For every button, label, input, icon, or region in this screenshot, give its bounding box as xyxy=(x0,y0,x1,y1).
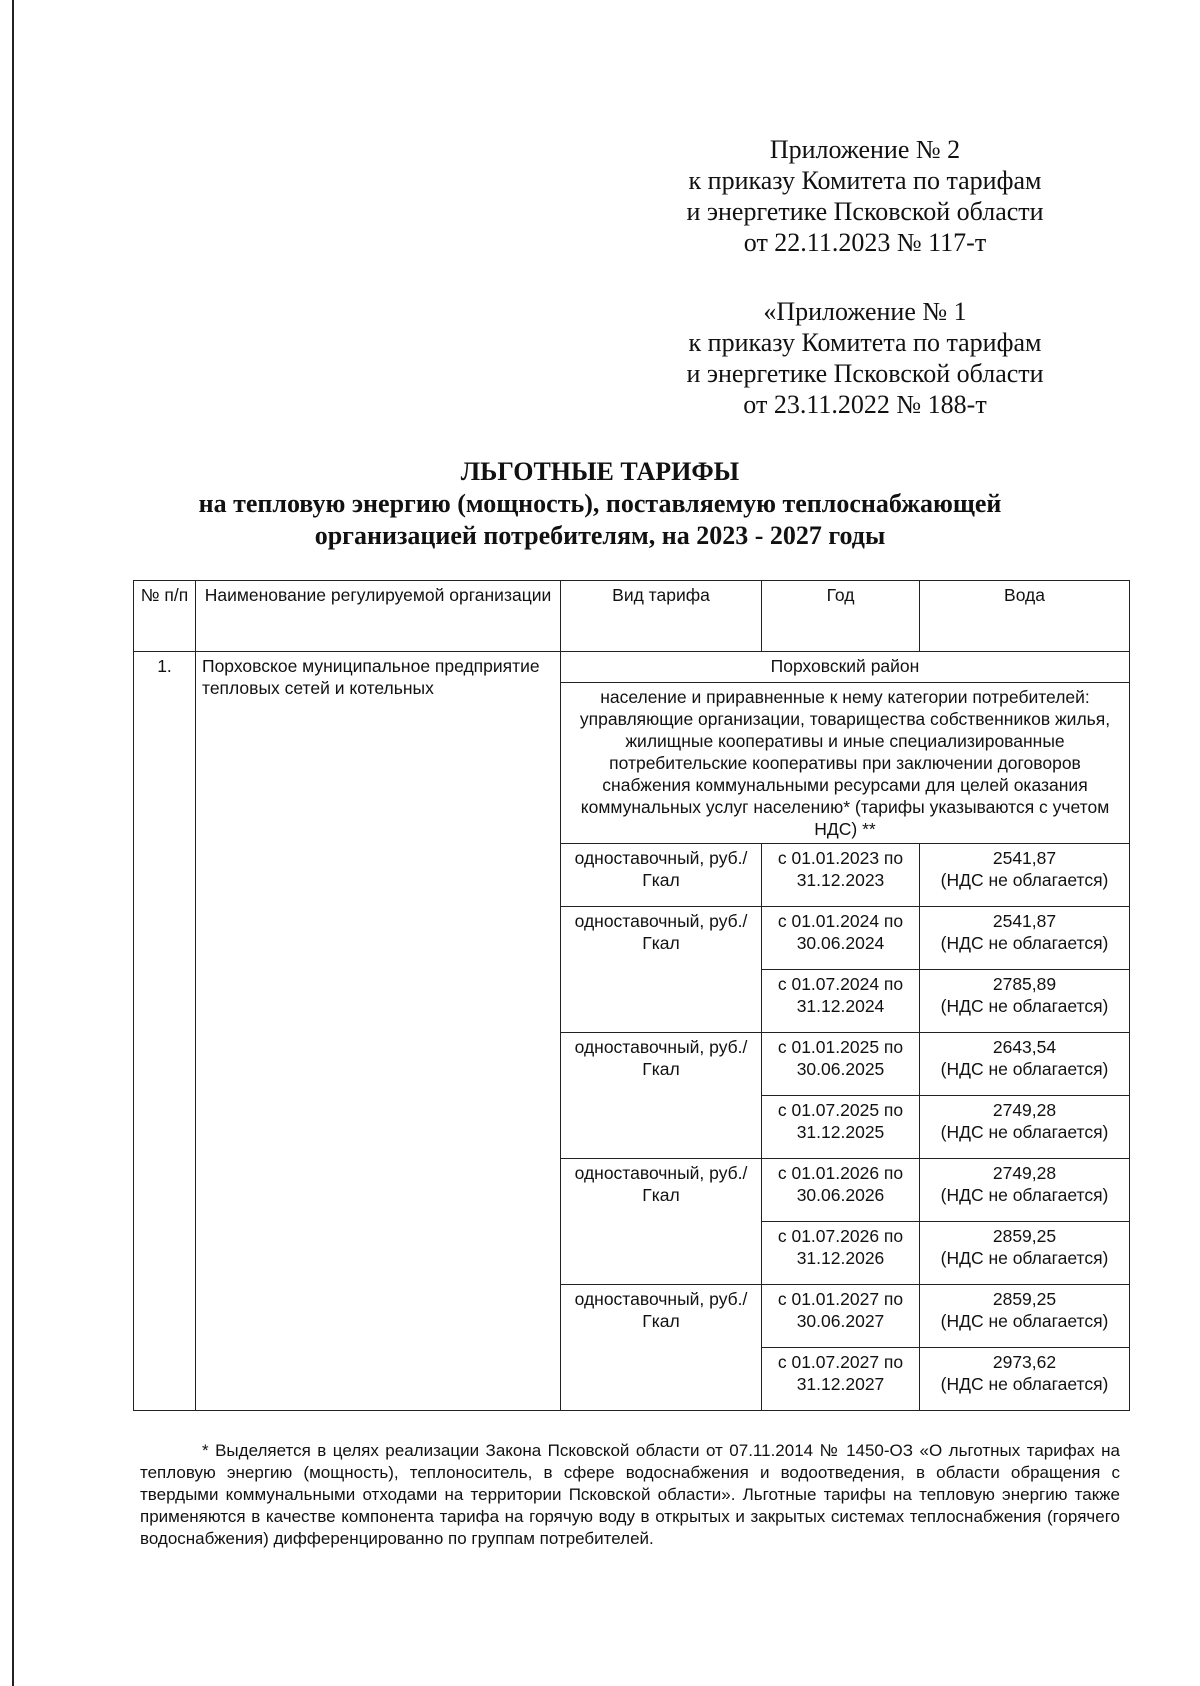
period-cell: с 01.01.2024 по 30.06.2024 xyxy=(762,907,920,970)
vat-note: (НДС не облагается) xyxy=(940,996,1109,1016)
organization-name: Порховское муниципальное предприятие тепловых сетей и котельных xyxy=(196,652,561,1411)
district-name: Порховский район xyxy=(561,652,1130,683)
page-left-border xyxy=(0,0,14,1686)
annex-previous-line3: и энергетике Псковской области xyxy=(686,359,1044,388)
water-tariff-cell xyxy=(920,1159,1130,1222)
annex-previous-line2: к приказу Комитета по тарифам xyxy=(688,328,1042,357)
tariff-value: 2749,28 xyxy=(992,1100,1057,1120)
water-tariff-cell xyxy=(920,1222,1130,1285)
tariff-type-cell: одноставочный, руб./Гкал xyxy=(561,1285,762,1411)
period-cell: с 01.07.2026 по 31.12.2026 xyxy=(762,1222,920,1285)
tariff-value: 2643,54 xyxy=(992,1037,1057,1057)
period-cell: с 01.01.2026 по 30.06.2026 xyxy=(762,1159,920,1222)
vat-note: (НДС не облагается) xyxy=(940,1122,1109,1142)
annex-previous-line1: «Приложение № 1 xyxy=(763,297,967,326)
tariff-value: 2859,25 xyxy=(992,1289,1057,1309)
tariffs-table xyxy=(133,580,1130,1411)
tariff-value: 2541,87 xyxy=(992,848,1057,868)
water-tariff-cell xyxy=(920,1285,1130,1348)
tariff-type-cell: одноставочный, руб./Гкал xyxy=(561,907,762,1033)
annex-current-line2: к приказу Комитета по тарифам xyxy=(688,166,1042,195)
water-tariff-cell xyxy=(920,907,1130,970)
period-cell: с 01.07.2027 по 31.12.2027 xyxy=(762,1348,920,1411)
district-row xyxy=(134,652,1130,683)
consumer-category: население и приравненные к нему категории потребителей: управляющие организации, товарищества собственников жилья, жилищные кооперативы и иные специализированные потребительские кооперативы при заключении договоров снабжения коммунальными ресурсами для целей оказания коммунальных услуг населению* (тарифы указываются с учетом НДС) ** xyxy=(561,683,1130,844)
header-water: Вода xyxy=(920,581,1130,652)
annex-previous-line4: от 23.11.2022 № 188-т xyxy=(743,390,987,419)
water-tariff-cell xyxy=(920,1096,1130,1159)
header-organization: Наименование регулируемой организации xyxy=(196,581,561,652)
vat-note: (НДС не облагается) xyxy=(940,1374,1109,1394)
footnote: * Выделяется в целях реализации Закона Псковской области от 07.11.2014 № 1450-ОЗ «О льготных тарифах на тепловую энергию (мощность), теплоноситель, в сфере водоснабжения и водоотведения, в области обращения с твердыми коммунальными отходами на территории Псковской области». Льготные тарифы на тепловую энергию также применяются в качестве компонента тарифа на горячую воду в открытых и закрытых системах теплоснабжения (горячего водоснабжения) дифференцированно по группам потребителей. xyxy=(140,1441,1120,1548)
tariff-type-cell: одноставочный, руб./Гкал xyxy=(561,1159,762,1285)
row-number: 1. xyxy=(134,652,196,1411)
tariff-value: 2859,25 xyxy=(992,1226,1057,1246)
tariff-value: 2541,87 xyxy=(992,911,1057,931)
annex-current-header xyxy=(660,134,1070,258)
period-cell: с 01.01.2023 по 31.12.2023 xyxy=(762,844,920,907)
table-header-row xyxy=(134,581,1130,652)
tariff-value: 2749,28 xyxy=(992,1163,1057,1183)
document-title xyxy=(120,456,1080,552)
vat-note: (НДС не облагается) xyxy=(940,933,1109,953)
period-cell: с 01.07.2024 по 31.12.2024 xyxy=(762,970,920,1033)
header-tariff-type: Вид тарифа xyxy=(561,581,762,652)
annex-current-line4: от 22.11.2023 № 117-т xyxy=(743,228,987,257)
annex-current-line3: и энергетике Псковской области xyxy=(686,197,1044,226)
annex-previous-header xyxy=(660,296,1070,420)
vat-note: (НДС не облагается) xyxy=(940,1185,1109,1205)
water-tariff-cell xyxy=(920,970,1130,1033)
vat-note: (НДС не облагается) xyxy=(940,1059,1109,1079)
annex-current-line1: Приложение № 2 xyxy=(769,135,961,164)
tariff-type-cell: одноставочный, руб./Гкал xyxy=(561,1033,762,1159)
header-num: № п/п xyxy=(134,581,196,652)
water-tariff-cell xyxy=(920,1033,1130,1096)
header-year: Год xyxy=(762,581,920,652)
vat-note: (НДС не облагается) xyxy=(940,1248,1109,1268)
period-cell: с 01.01.2027 по 30.06.2027 xyxy=(762,1285,920,1348)
vat-note: (НДС не облагается) xyxy=(940,1311,1109,1331)
water-tariff-cell xyxy=(920,1348,1130,1411)
water-tariff-cell xyxy=(920,844,1130,907)
title-line2: на тепловую энергию (мощность), поставляемую теплоснабжающей xyxy=(198,489,1002,518)
tariff-value: 2785,89 xyxy=(992,974,1057,994)
tariff-type-cell: одноставочный, руб./Гкал xyxy=(561,844,762,907)
title-line1: ЛЬГОТНЫЕ ТАРИФЫ xyxy=(460,457,740,486)
period-cell: с 01.01.2025 по 30.06.2025 xyxy=(762,1033,920,1096)
title-line3: организацией потребителям, на 2023 - 2027 годы xyxy=(314,521,886,550)
period-cell: с 01.07.2025 по 31.12.2025 xyxy=(762,1096,920,1159)
tariff-value: 2973,62 xyxy=(992,1352,1057,1372)
vat-note: (НДС не облагается) xyxy=(940,870,1109,890)
